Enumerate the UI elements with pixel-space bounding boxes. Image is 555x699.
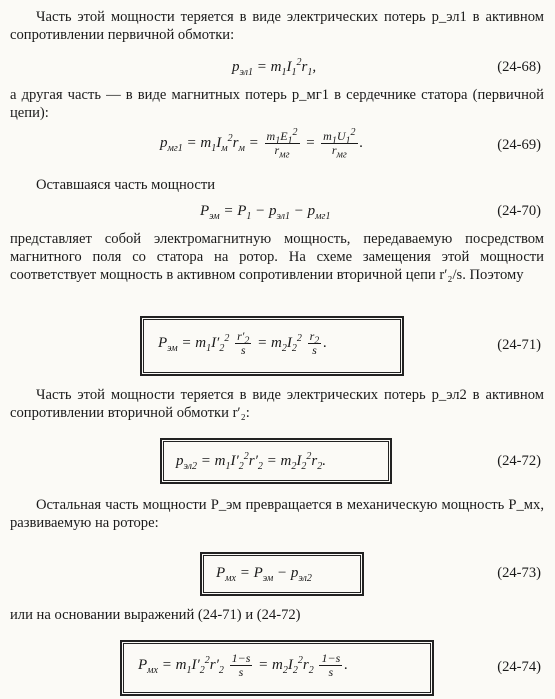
paragraph-5 bbox=[10, 386, 544, 422]
equation-number: (24-68) bbox=[497, 59, 541, 75]
equation-24-72-formula: $p_{эл2} = m_1I'_2^2r'_2 = m_2I_2^2r_2$. bbox=[176, 451, 326, 472]
paragraph-6-text: Остальная часть мощности P_эм превращается в механическую мощность P_мх, развиваемую на роторе: bbox=[10, 497, 544, 531]
paragraph-7 bbox=[10, 606, 544, 624]
equation-24-69-formula: $p_{мг1} = m_1I_м^2r_м$ = $\frac{m_1E_1^2}{r_{мг}}$ = $\frac{m_1U_1^2}{r_{мг}}$ . bbox=[160, 127, 364, 161]
paragraph-2 bbox=[10, 86, 544, 122]
equation-24-72 bbox=[0, 444, 555, 474]
paragraph-1-text: Часть этой мощности теряется в виде электрических потерь p_эл1 в активном сопротивлении первичной обмотки: bbox=[10, 9, 544, 43]
paragraph-7-text: или на основании выражений (24-71) и (24-72) bbox=[10, 607, 301, 623]
paragraph-2-text: а другая часть — в виде магнитных потерь p_мг1 в сердечнике статора (первичной цепи): bbox=[10, 87, 544, 121]
paragraph-6 bbox=[10, 496, 544, 532]
equation-24-70 bbox=[0, 196, 555, 226]
equation-24-68 bbox=[0, 52, 555, 82]
equation-24-74-formula: $P_{мх} = m_1I'_2^2r'_2$ $\frac{1-s}{s}$ = $m_2I_2^2r_2$ $\frac{1-s}{s}$ . bbox=[138, 651, 348, 679]
equation-24-71-formula: $P_{эм} = m_1I'_2^2$ $\frac{r'_2}{s}$ = $m_2I_2^2$ $\frac{r_2}{s}$ . bbox=[158, 329, 328, 357]
paragraph-1 bbox=[10, 8, 544, 44]
equation-24-70-formula: $P_{эм} = P_1 - p_{эл1} - p_{мг1}$ bbox=[200, 203, 331, 222]
equation-number: (24-72) bbox=[497, 453, 541, 469]
equation-number: (24-71) bbox=[497, 337, 541, 353]
paragraph-4 bbox=[10, 230, 544, 284]
equation-24-68-formula: $p_{эл1} = m_1I_1^2r_1$, bbox=[232, 57, 317, 78]
paragraph-4-text: представляет собой электромагнитную мощность, передаваемую посредством магнитного поля со статора на ротор. На схеме замещения этой мощности соответствует мощность в активном сопротивлении вторичной цепи r′₂/s. Поэтому bbox=[10, 231, 544, 283]
equation-24-74 bbox=[0, 650, 555, 684]
equation-24-71 bbox=[0, 328, 555, 362]
equation-number: (24-70) bbox=[497, 203, 541, 219]
equation-number: (24-74) bbox=[497, 659, 541, 675]
paragraph-3 bbox=[10, 176, 544, 194]
paragraph-5-text: Часть этой мощности теряется в виде электрических потерь p_эл2 в активном сопротивлении вторичной обмотки r′₂: bbox=[10, 387, 544, 421]
equation-number: (24-69) bbox=[497, 137, 541, 153]
equation-number: (24-73) bbox=[497, 565, 541, 581]
paragraph-3-text: Оставшаяся часть мощности bbox=[36, 177, 216, 193]
equation-24-73-formula: $P_{мх} = P_{эм} - p_{эл2}$ bbox=[216, 565, 312, 584]
equation-24-73 bbox=[0, 558, 555, 588]
equation-24-69 bbox=[0, 128, 555, 162]
